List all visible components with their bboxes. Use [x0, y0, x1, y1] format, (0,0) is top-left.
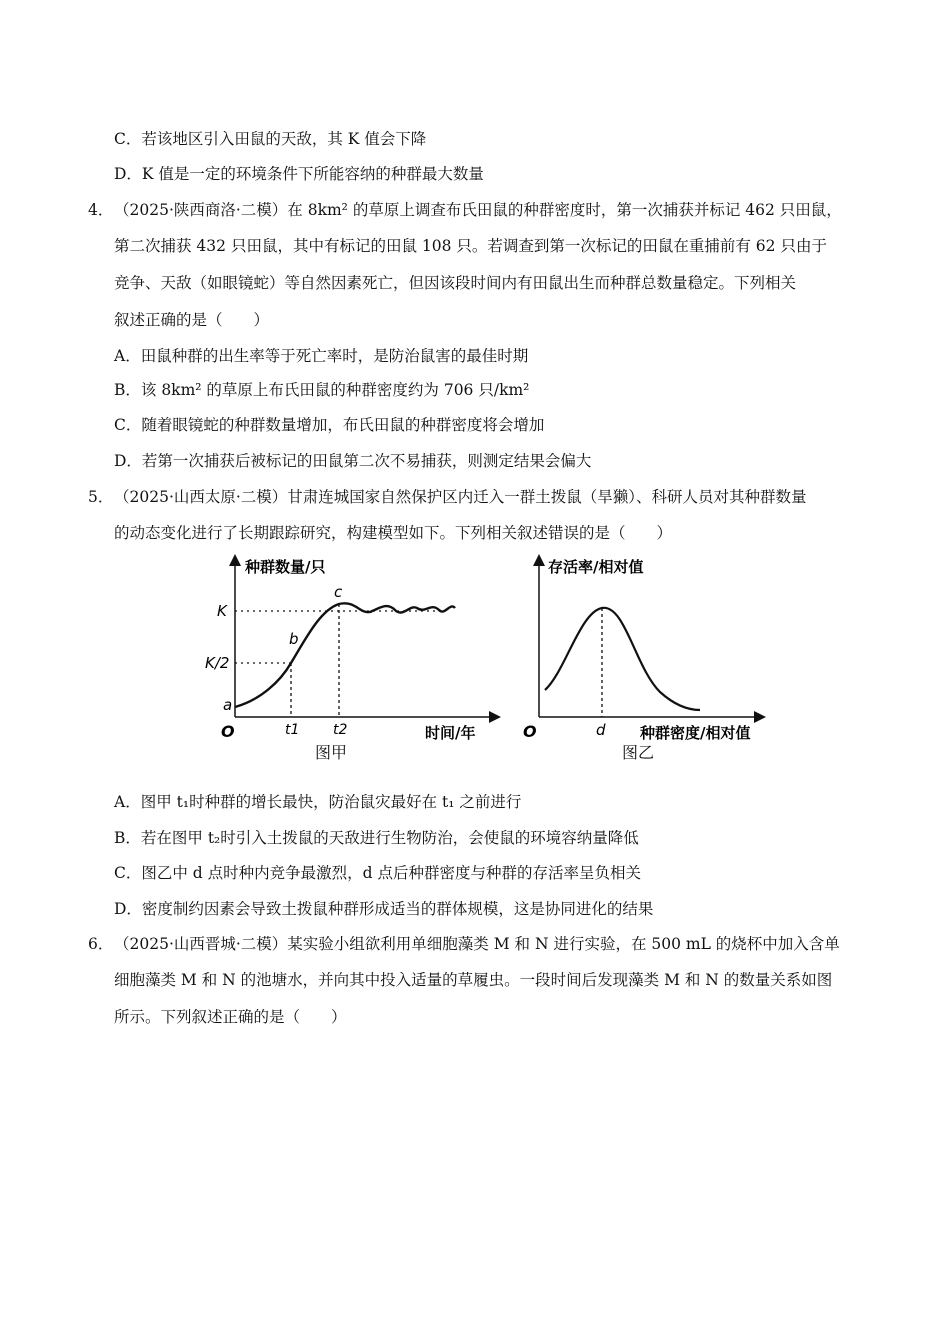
q4-number: 4． [88, 201, 114, 219]
y-axis-label: 存活率/相对值 [548, 558, 644, 576]
q5-option-a: A．图甲 t₁时种群的增长最快，防治鼠灾最好在 t₁ 之前进行 [114, 793, 522, 811]
q4-option-b: B．该 8km² 的草原上布氏田鼠的种群密度约为 706 只/km² [114, 381, 530, 399]
q6-stem-line3: 所示。下列叙述正确的是（ ） [114, 1008, 347, 1026]
origin-label: O [221, 722, 235, 741]
q4-stem-line1: （2025·陕西商洛·二模）在 8km² 的草原上调查布氏田鼠的种群密度时，第一次捕获并标记 462 只田鼠， [114, 201, 842, 219]
q5-option-b: B．若在图甲 t₂时引入土拨鼠的天敌进行生物防治，会使鼠的环境容纳量降低 [114, 829, 639, 847]
origin-label: O [523, 722, 537, 741]
tick-t2: t2 [333, 722, 348, 738]
figure-yi-caption: 图乙 [622, 743, 655, 762]
q4-stem-line2: 第二次捕获 432 只田鼠，其中有标记的田鼠 108 只。若调查到第一次标记的田鼠在重捕前有 62 只由于 [114, 237, 827, 255]
q5-stem-line2: 的动态变化进行了长期跟踪研究，构建模型如下。下列相关叙述错误的是（ ） [114, 524, 673, 542]
q6-number: 6． [88, 935, 114, 953]
q4-option-d: D．若第一次捕获后被标记的田鼠第二次不易捕获，则测定结果会偏大 [114, 452, 592, 470]
figure-yi [520, 552, 790, 767]
q3-option-c: C．若该地区引入田鼠的天敌，其 K 值会下降 [114, 130, 427, 148]
point-c-label: c [334, 583, 343, 601]
q6-stem-line1: （2025·山西晋城·二模）某实验小组欲利用单细胞藻类 M 和 N 进行实验，在 500 mL 的烧杯中加入含单 [114, 935, 840, 953]
tick-d: d [596, 721, 606, 739]
q5-option-c: C．图乙中 d 点时种内竞争最激烈，d 点后种群密度与种群的存活率呈负相关 [114, 864, 641, 882]
figure-jia [205, 552, 505, 767]
point-a-label: a [223, 696, 233, 714]
q3-option-d: D．K 值是一定的环境条件下所能容纳的种群最大数量 [114, 165, 484, 183]
population-curve [235, 603, 455, 707]
q5-number: 5． [88, 488, 114, 506]
q4-stem-line4: 叙述正确的是（ ） [114, 311, 270, 329]
x-axis-label: 时间/年 [425, 724, 476, 742]
y-axis-label: 种群数量/只 [245, 558, 326, 576]
q4-stem-line3: 竞争、天敌（如眼镜蛇）等自然因素死亡，但因该段时间内有田鼠出生而种群总数量稳定。下列相关 [114, 274, 797, 292]
q5-option-d: D．密度制约因素会导致土拨鼠种群形成适当的群体规模，这是协同进化的结果 [114, 900, 654, 918]
q5-stem-line1: （2025·山西太原·二模）甘肃连城国家自然保护区内迁入一群土拨鼠（旱獭）、科研人员对其种群数量 [114, 488, 807, 506]
q4-option-a: A．田鼠种群的出生率等于死亡率时，是防治鼠害的最佳时期 [114, 347, 529, 365]
point-b-label: b [289, 630, 299, 648]
survival-curve [545, 608, 700, 710]
q4-option-c: C．随着眼镜蛇的种群数量增加，布氏田鼠的种群密度将会增加 [114, 416, 545, 434]
figure-jia-caption: 图甲 [315, 743, 348, 762]
tick-k: K [217, 602, 227, 620]
tick-k-half: K/2 [205, 654, 230, 672]
q6-stem-line2: 细胞藻类 M 和 N 的池塘水，并向其中投入适量的草履虫。一段时间后发现藻类 M 和 N 的数量关系如图 [114, 971, 833, 989]
tick-t1: t1 [285, 722, 300, 738]
x-axis-label: 种群密度/相对值 [640, 724, 751, 742]
